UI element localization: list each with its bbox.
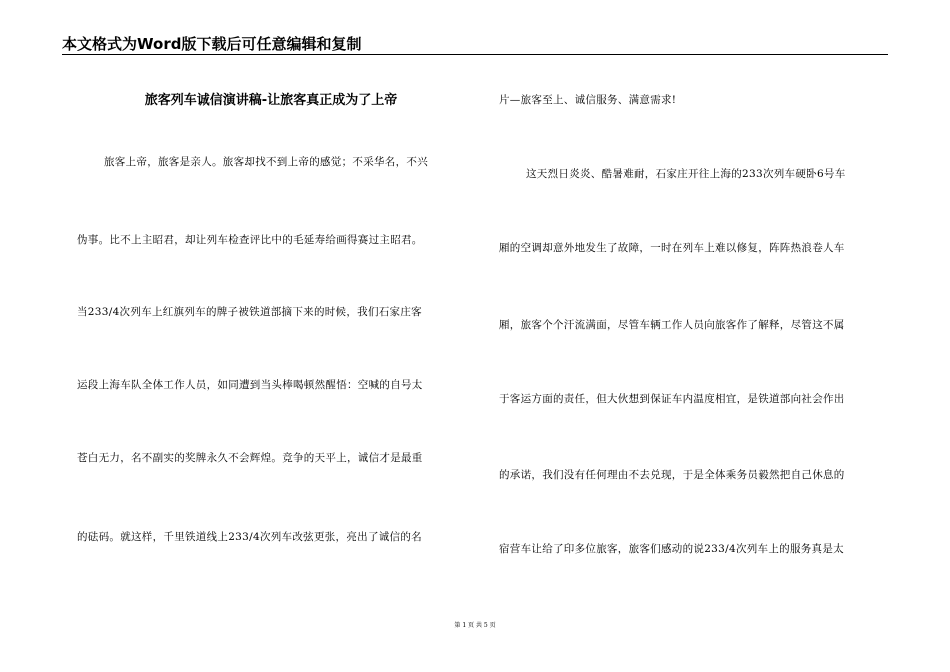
left-paragraph-line: 当233/4次列车上红旗列车的牌子被铁道部摘下来的时候，我们石家庄客 xyxy=(77,306,422,318)
left-paragraph-line: 运段上海车队全体工作人员，如同遭到当头棒喝顿然醒悟：空喊的自号太 xyxy=(77,379,423,391)
page-header: 本文格式为Word版下载后可任意编辑和复制 xyxy=(62,35,362,53)
right-paragraph-line: 宿营车让给了印多位旅客，旅客们感动的说233/4次列车上的服务真是太 xyxy=(499,543,844,555)
right-paragraph-line: 这天烈日炎炎、酷暑难耐，石家庄开往上海的233次列车硬卧6号车 xyxy=(526,168,846,180)
right-paragraph-line: 于客运方面的责任，但大伙想到保证车内温度相宜，是铁道部向社会作出 xyxy=(499,393,845,405)
left-paragraph-line: 苍白无力，名不副实的奖牌永久不会辉煌。竞争的天平上，诚信才是最重 xyxy=(77,452,423,464)
right-paragraph-line: 厢，旅客个个汗流满面，尽管车辆工作人员向旅客作了解释，尽管这不属 xyxy=(499,319,845,331)
document-title: 旅客列车诚信演讲稿-让旅客真正成为了上帝 xyxy=(144,93,398,108)
page-number: 第 1 页 共 5 页 xyxy=(454,622,496,629)
right-paragraph-line: 厢的空调却意外地发生了故障，一时在列车上难以修复，阵阵热浪卷人车 xyxy=(499,242,845,254)
left-paragraph-line: 的砝码。就这样，千里铁道线上233/4次列车改弦更张，亮出了诚信的名 xyxy=(77,531,422,543)
left-paragraph-line: 旅客上帝，旅客是亲人。旅客却找不到上帝的感觉；不采华名，不兴 xyxy=(104,156,428,168)
right-paragraph-line: 的承诺，我们没有任何理由不去兑现，于是全体乘务员毅然把自己休息的 xyxy=(499,469,845,481)
right-paragraph-line: 片—旅客至上、诚信服务、满意需求! xyxy=(499,94,677,106)
left-paragraph-line: 伪事。比不上主昭君，却让列车检查评比中的毛延寿给画得赛过主昭君。 xyxy=(77,234,423,246)
header-divider xyxy=(62,54,888,55)
